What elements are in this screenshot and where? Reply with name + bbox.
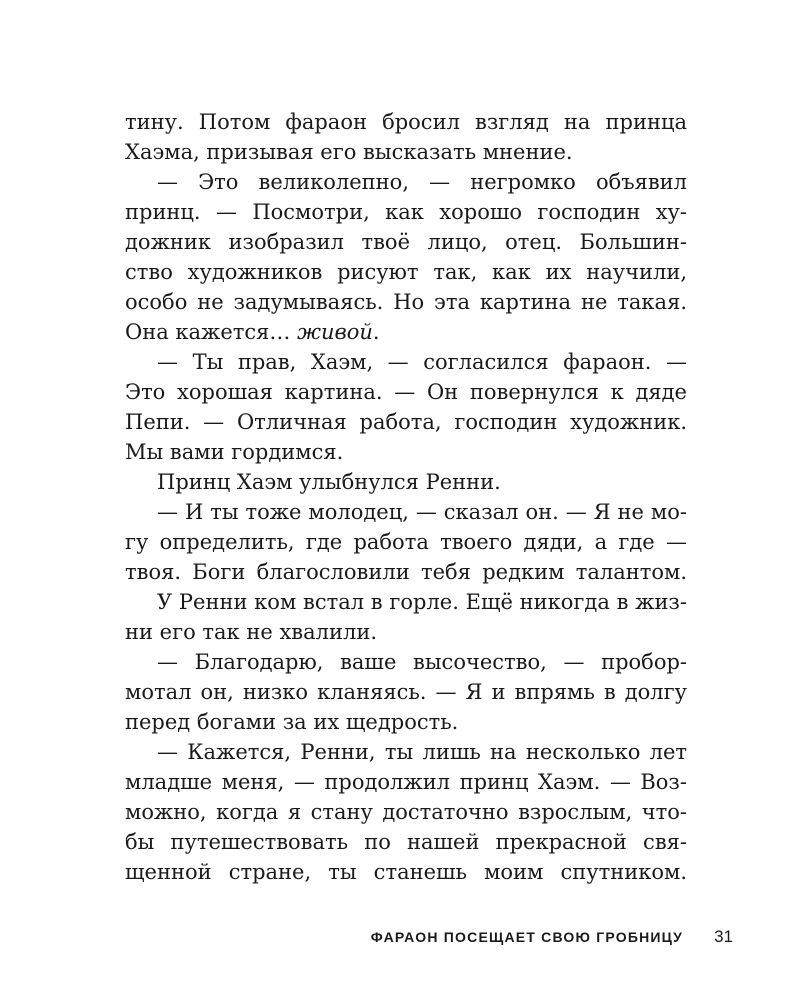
page-number: 31 [714,927,733,946]
text-line: твоя. Боги благословили тебя редким талантом. [125,560,687,584]
text-run: Она кажется… [125,320,298,344]
text-line: тину. Потом фараон бросил взгляд на принца [125,110,687,134]
text-line: ство художников рисуют так, как их научили, [125,260,687,284]
text-line: Принц Хаэм улыбнулся Ренни. [157,470,501,494]
text-line: — Ты прав, Хаэм, — согласился фараон. — [157,350,687,374]
text-line: — Кажется, Ренни, ты лишь на несколько лет [157,740,687,764]
italic-word: живой [297,320,373,344]
text-line: младше меня, — продолжил принц Хаэм. — Воз- [125,770,687,794]
text-line: можно, когда я стану достаточно взрослым, что- [125,800,687,824]
text-line: Хаэма, призывая его высказать мнение. [125,140,573,164]
text-line: ни его так не хвалили. [125,620,377,644]
running-title: ФАРАОН ПОСЕЩАЕТ СВОЮ ГРОБНИЦУ [370,929,683,945]
text-line: Это хорошая картина. — Он повернулся к дяде [125,380,687,404]
text-line: щенной стране, ты станешь моим спутником. [125,860,687,884]
text-line: бы путешествовать по нашей прекрасной свя- [125,830,687,854]
text-line: У Ренни ком встал в горле. Ещё никогда в жиз- [157,590,687,614]
text-line: перед богами за их щедрость. [125,710,459,734]
text-line: мотал он, низко кланяясь. — Я и впрямь в долгу [125,680,687,704]
text-line: дожник изобразил твоё лицо, отец. Большин- [125,230,687,254]
text-line: — И ты тоже молодец, — сказал он. — Я не мо- [157,500,687,524]
text-line [125,317,687,347]
running-footer [0,925,800,949]
text-line: Мы вами гордимся. [125,440,344,464]
text-line: Пепи. — Отличная работа, господин художник. [125,410,687,434]
text-line: — Благодарю, ваше высочество, — пробор- [157,650,687,674]
text-line: гу определить, где работа твоего дяди, а где — [125,530,687,554]
text-run: . [372,320,380,344]
text-line: — Это великолепно, — негромко объявил [157,170,687,194]
text-line: принц. — Посмотри, как хорошо господин ху- [125,200,687,224]
text-line: особо не задумываясь. Но эта картина не такая. [125,290,687,314]
